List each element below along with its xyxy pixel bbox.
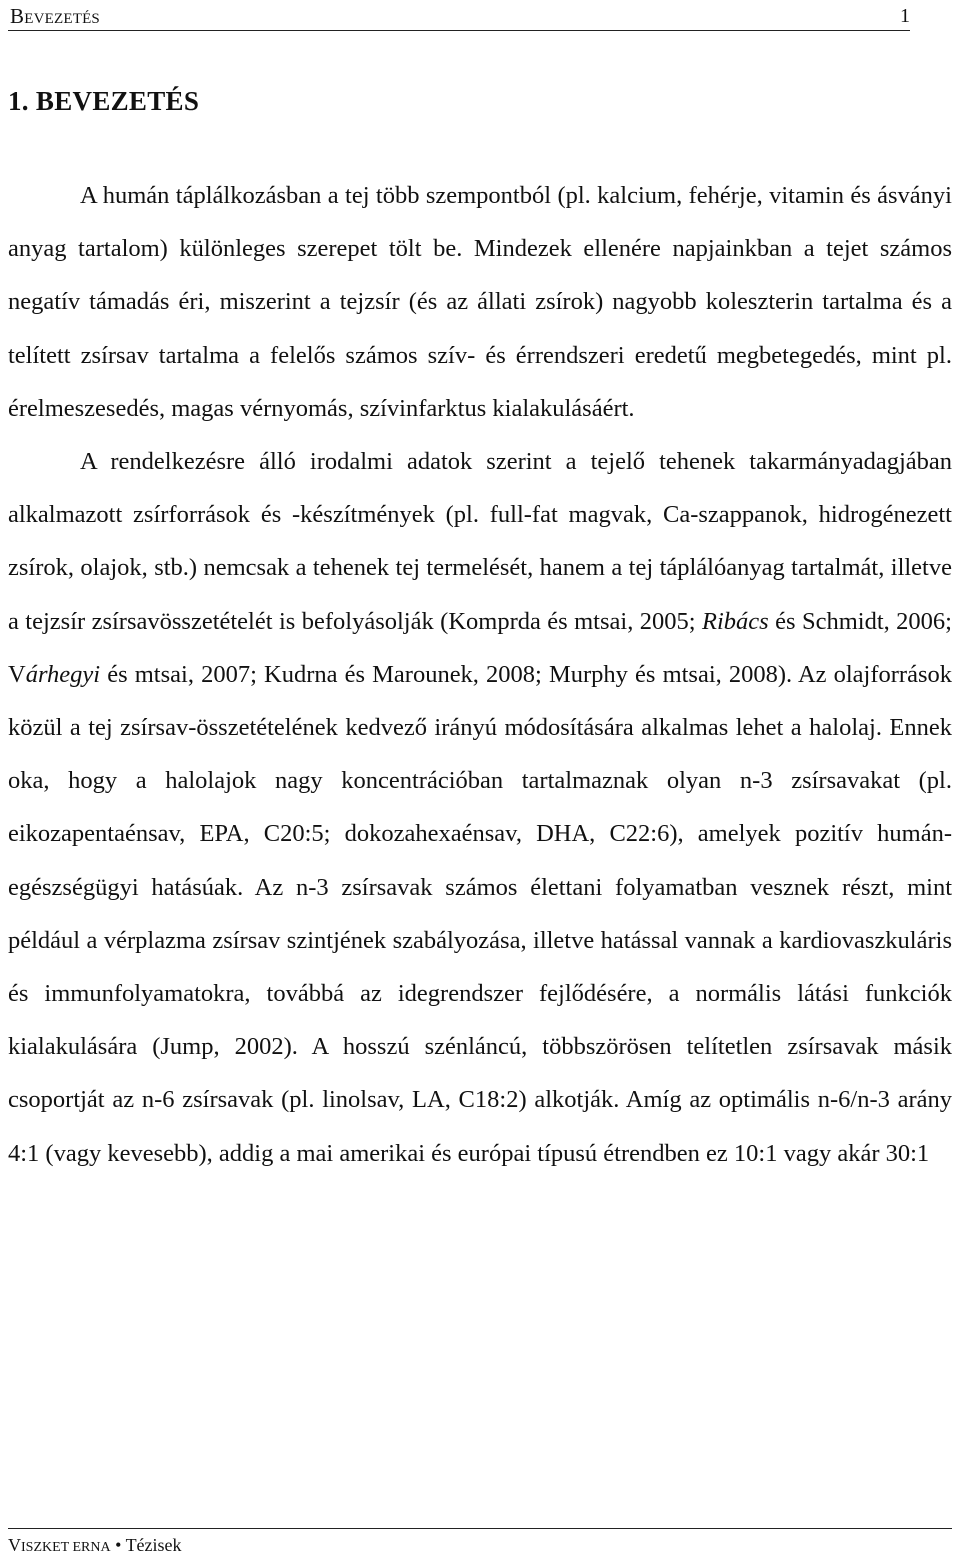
footer-doc-type: Tézisek [125, 1535, 182, 1555]
italic-author-varhegyi: árhegyi [25, 660, 101, 688]
running-header [8, 2, 910, 31]
italic-author-ribacs: Ribács [702, 607, 769, 635]
paragraph-1: A humán táplálkozásban a tej több szempontból (pl. kalcium, fehérje, vitamin és ásványi anyag tartalom) különleges szerepet tölt be. Mindezek ellenére napjainkban a tejet számos negatív támadás éri, miszerint a tejzsír (és az állati zsírok) nagyobb koleszterin tartalma és a telített zsírsav tartalma a felelős számos szív- és érrendszeri eredetű megbetegedés, mint pl. érelmeszesedés, magas vérnyomás, szívinfarktus kialakulásáért. [8, 182, 952, 422]
header-title: BEVEZETÉS [10, 4, 100, 28]
running-footer [8, 1528, 952, 1560]
page-number: 1 [900, 5, 910, 27]
chapter-title: 1. BEVEZETÉS [8, 86, 200, 116]
body-text [8, 169, 952, 1180]
paragraph-2: A rendelkezésre álló irodalmi adatok szerint a tejelő tehenek takarmányadagjában alkalmazott zsírforrások és -készítmények (pl. full-fat magvak, Ca-szappanok, hidrogénezett zsírok, olajok, stb.) nemcsak a tehenek tej termelését, hanem a tej táplálóanyag tartalmát, illetve a tejzsír zsírsavösszetételét is befolyásolják (Komprda és mtsai, 2005; Ribács és Schmidt, 2006; Várhegyi és mtsai, 2007; Kudrna és Marounek, 2008; Murphy és mtsai, 2008). Az olajforrások közül a tej zsírsav-összetételének kedvező irányú módosítására alkalmas lehet a halolaj. Ennek oka, hogy a halolajok nagy koncentrációban tartalmaznak olyan n-3 zsírsavakat (pl. eikozapentaénsav, EPA, C20:5; dokozahexaénsav, DHA, C22:6), amelyek pozitív humán-egészségügyi hatásúak. Az n-3 zsírsavak számos élettani folyamatban vesznek részt, mint például a vérplazma zsírsav szintjének szabályozása, illetve hatással vannak a kardiovaszkuláris és immunfolyamatokra, továbbá az idegrendszer fejlődésére, a normális látási funkciók kialakulására (Jump, 2002). A hosszú szénláncú, többszörösen telítetlen zsírsavak másik csoportját az n-6 zsírsavak (pl. linolsav, LA, C18:2) alkotják. Amíg az optimális n-6/n-3 arány 4:1 (vagy kevesebb), addig a mai amerikai és európai típusú étrendben ez 10:1 vagy akár 30:1 [8, 448, 952, 1167]
footer-separator: • [110, 1535, 126, 1555]
footer-author: VISZKET ERNA [8, 1535, 111, 1555]
